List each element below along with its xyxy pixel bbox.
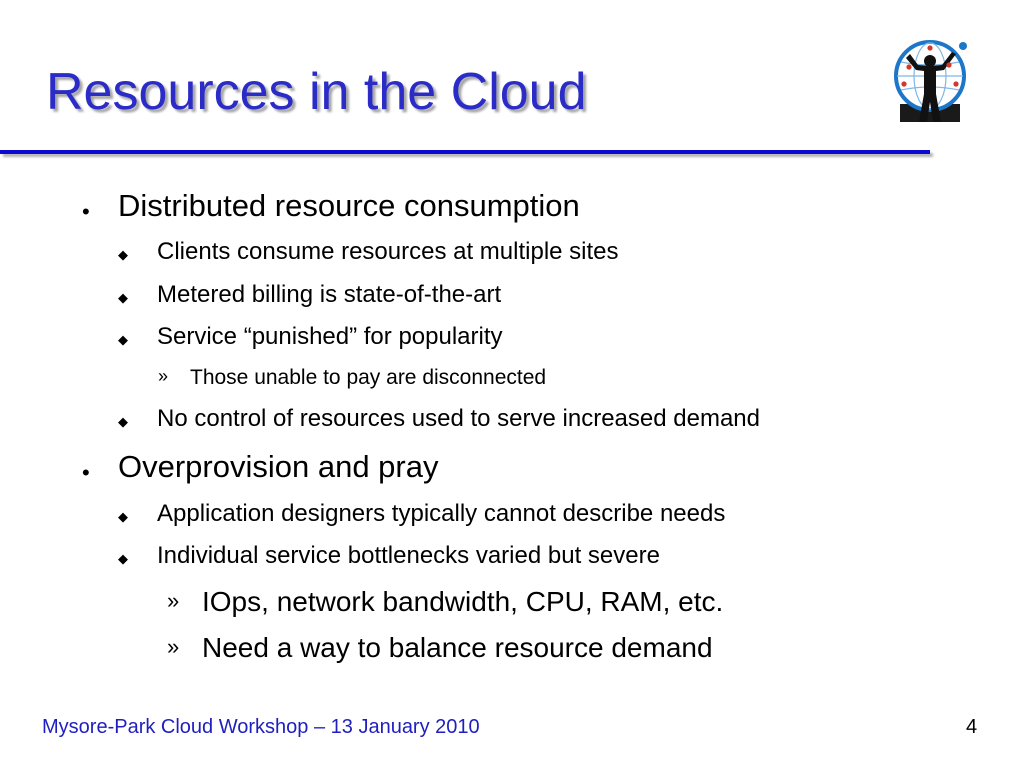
bullet-text: Individual service bottlenecks varied but severe	[157, 542, 660, 569]
page-number: 4	[966, 716, 978, 738]
bullet-diamond-icon: ◆	[118, 332, 128, 347]
bullet-text: Those unable to pay are disconnected	[190, 366, 547, 389]
bullet-text: No control of resources used to serve increased demand	[157, 405, 760, 432]
bullet-chevron-icon: »	[158, 366, 169, 386]
slide-title: Resources in the Cloud	[46, 63, 587, 121]
bullet-text: Overprovision and pray	[118, 449, 439, 484]
bullet-diamond-icon: ◆	[118, 414, 128, 429]
footer-date: 13 January 2010	[330, 716, 480, 738]
footer-event-date	[42, 716, 480, 739]
bullet-text: Distributed resource consumption	[118, 188, 580, 223]
footer-event: Mysore-Park Cloud Workshop	[42, 716, 309, 738]
bullet-text: IOps, network bandwidth, CPU, RAM, etc.	[202, 586, 724, 617]
bullet-text: Service “punished” for popularity	[157, 323, 503, 350]
footer-separator: –	[308, 716, 331, 738]
bullet-diamond-icon: ◆	[118, 551, 128, 566]
bullet-dot-icon: •	[82, 460, 90, 485]
bullet-chevron-icon: »	[167, 634, 180, 659]
bullet-text: Application designers typically cannot describe needs	[157, 500, 726, 527]
bullet-text: Metered billing is state-of-the-art	[157, 281, 502, 308]
bullet-chevron-icon: »	[167, 588, 180, 613]
bullet-text: Clients consume resources at multiple sites	[157, 238, 619, 265]
bullet-diamond-icon: ◆	[118, 247, 128, 262]
bullet-text: Need a way to balance resource demand	[202, 632, 713, 663]
bullet-diamond-icon: ◆	[118, 509, 128, 524]
bullet-dot-icon: •	[82, 199, 90, 224]
bullet-diamond-icon: ◆	[118, 290, 128, 305]
